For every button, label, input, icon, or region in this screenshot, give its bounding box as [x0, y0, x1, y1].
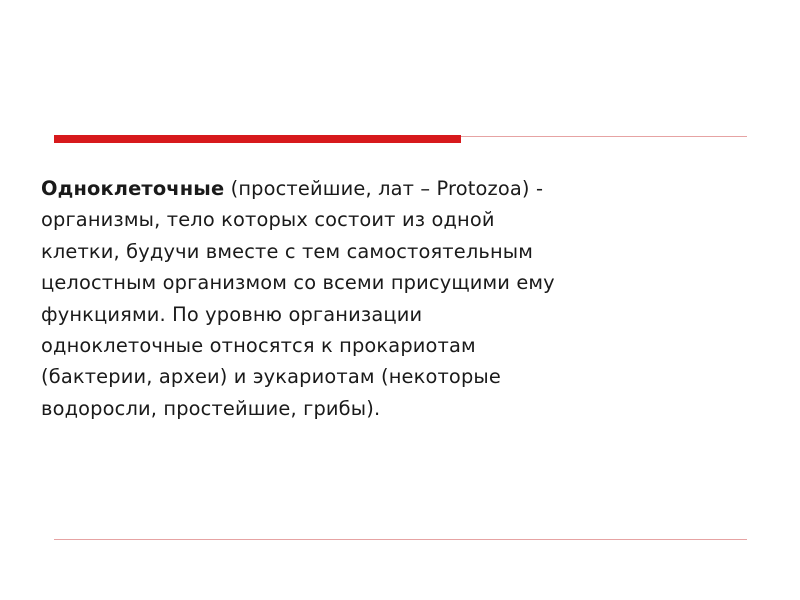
definition-term: Одноклеточные	[41, 177, 225, 200]
definition-paragraph	[41, 173, 741, 424]
top-accent-bar	[54, 135, 461, 143]
definition-line-5: функциями. По уровню организации	[41, 302, 423, 326]
definition-line-8: водоросли, простейшие, грибы).	[41, 396, 381, 420]
bottom-divider	[54, 539, 747, 540]
definition-line-4: целостным организмом со всеми присущими ему	[41, 271, 555, 295]
definition-line-7: (бактерии, археи) и эукариотам (некоторые	[41, 365, 501, 389]
definition-line-3: клетки, будучи вместе с тем самостоятельным	[41, 239, 534, 263]
definition-line-1	[41, 173, 741, 204]
definition-line-6: одноклеточные относятся к прокариотам	[41, 334, 476, 358]
definition-line-2: организмы, тело которых состоит из одной	[41, 208, 495, 232]
definition-line-1-rest: (простейшие, лат – Protozoa) -	[224, 177, 544, 200]
